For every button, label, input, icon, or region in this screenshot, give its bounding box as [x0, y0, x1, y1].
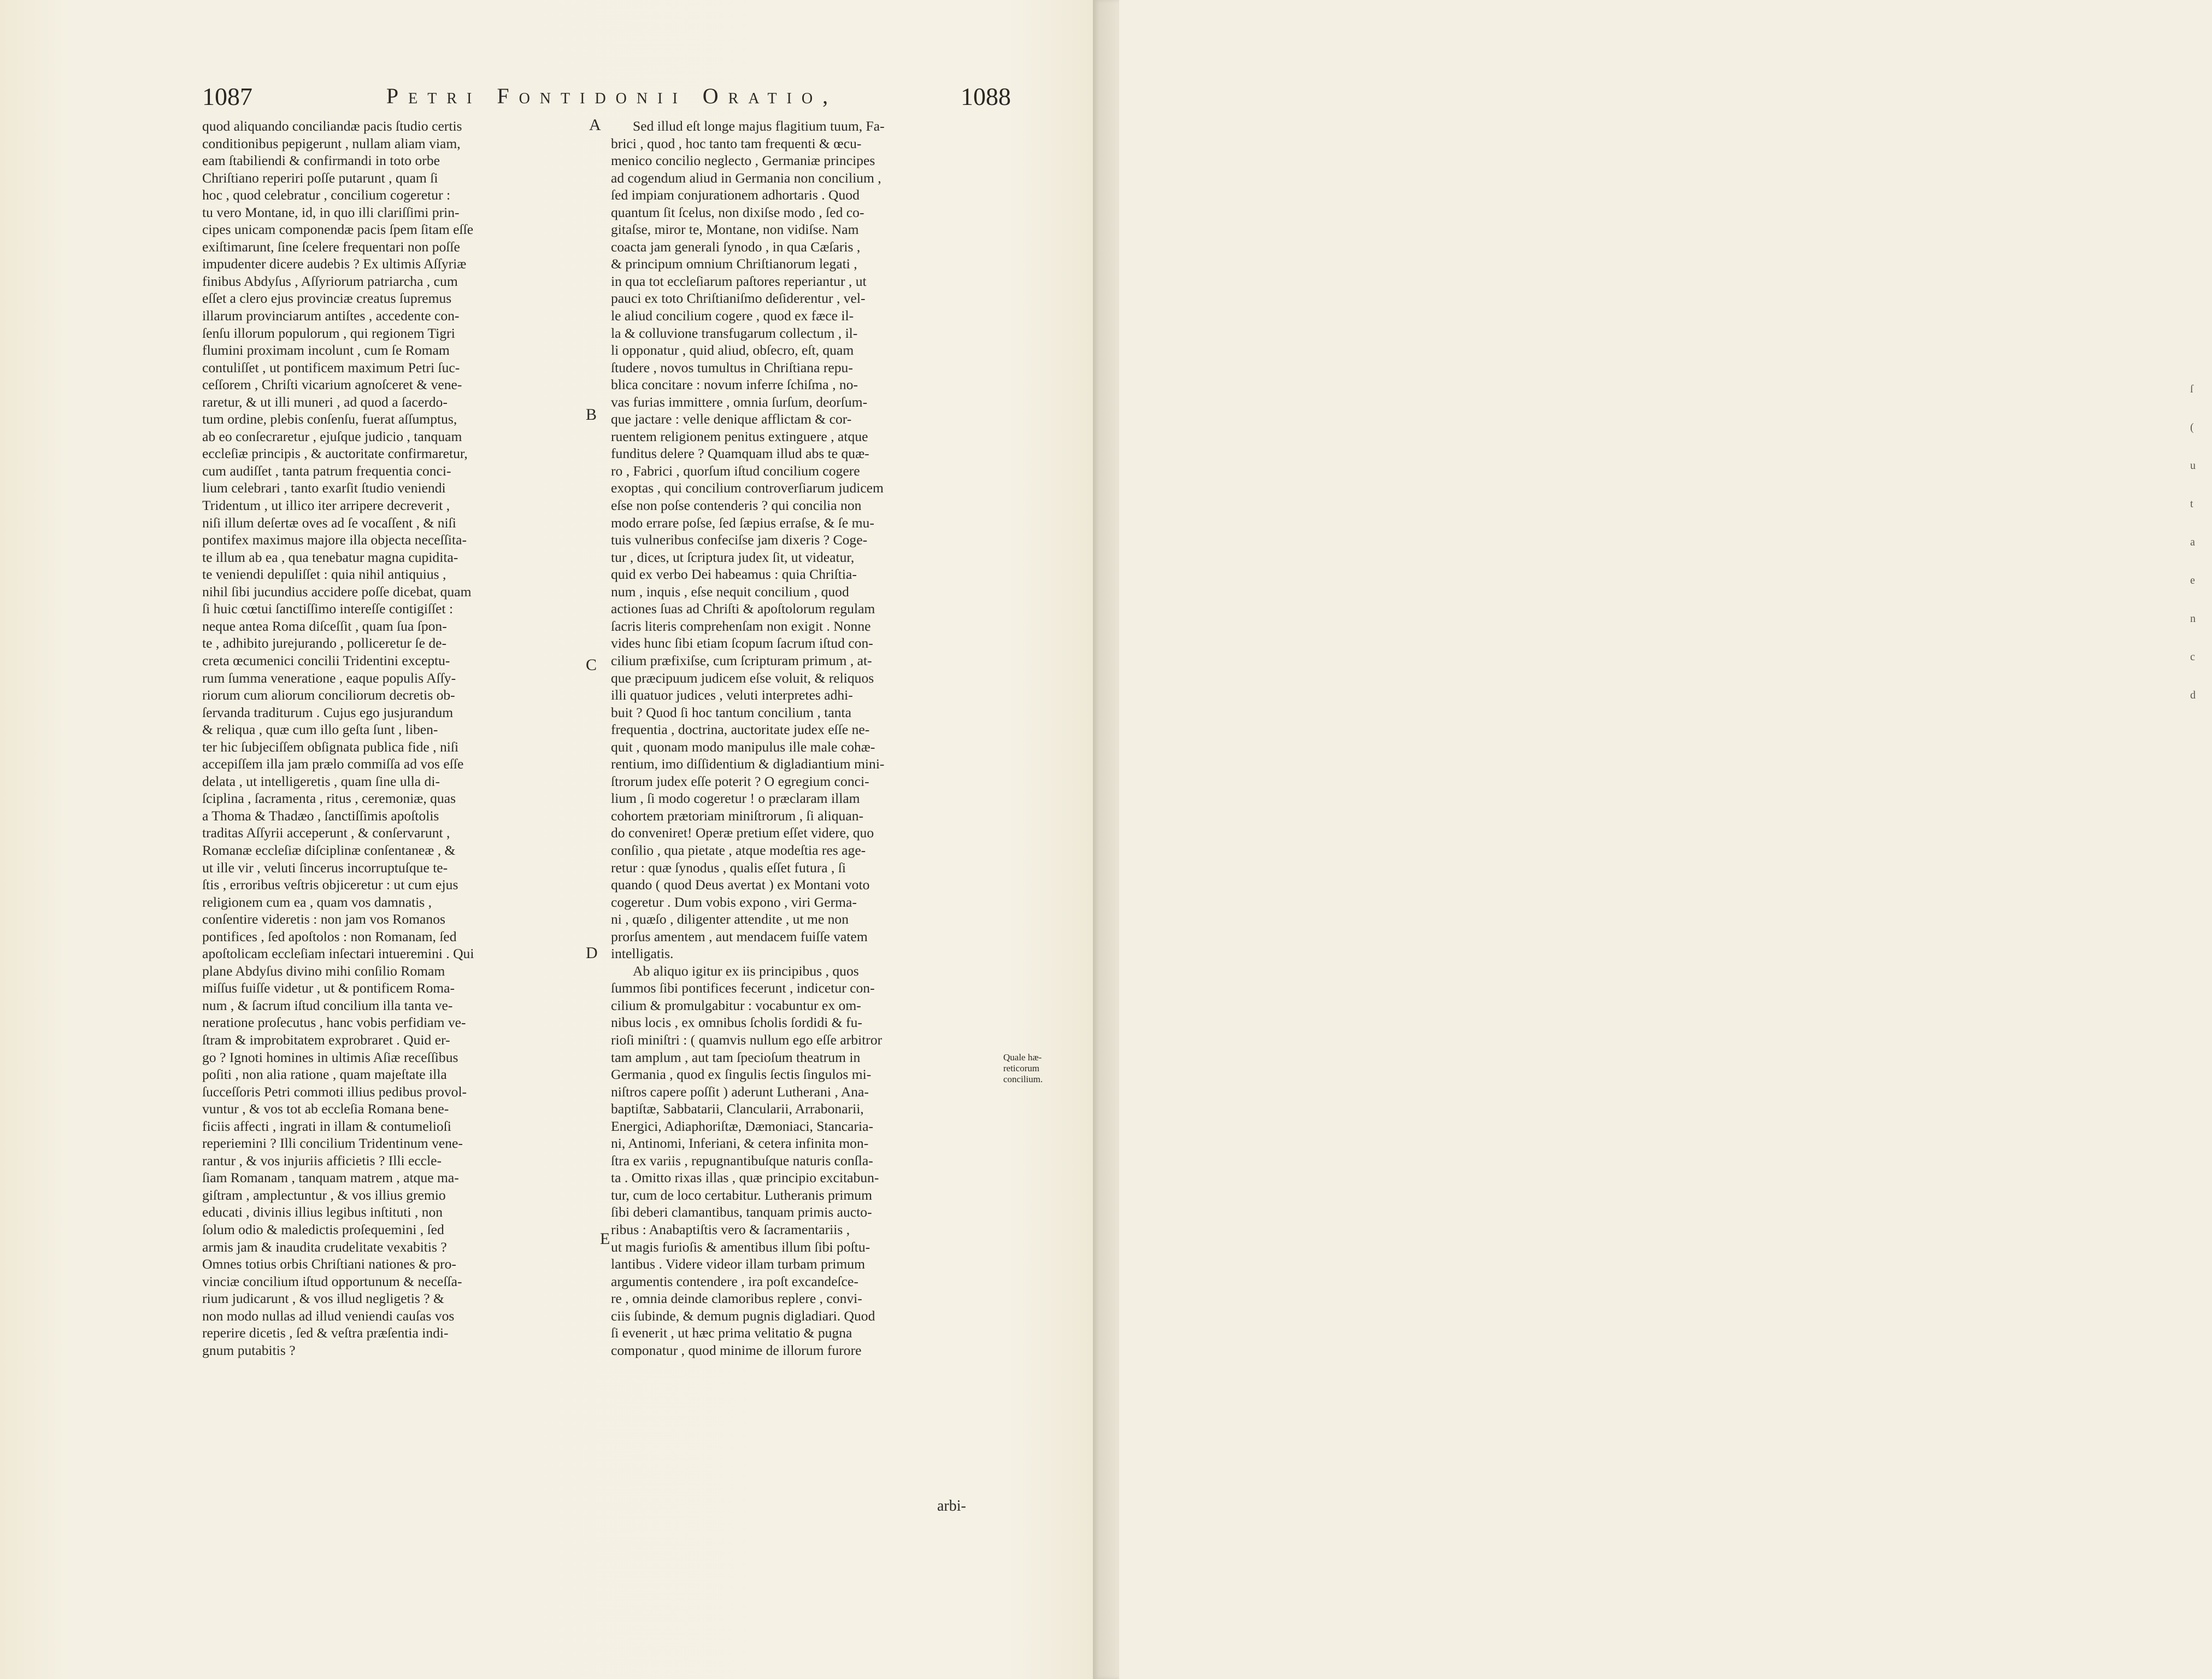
- margin-letter-c: C: [586, 656, 597, 674]
- text-line: que præcipuum judicem eſse voluit, & reliquos: [611, 670, 874, 686]
- text-line: Sed illud eſt longe majus flagitium tuum, Fa-: [633, 118, 885, 134]
- text-line: ribus : Anabaptiſtis vero & ſacramentariis ,: [611, 1222, 850, 1237]
- text-line: conſentire videretis : non jam vos Romanos: [202, 911, 445, 927]
- text-line: menico concilio neglecto , Germaniæ principes: [611, 152, 875, 169]
- text-line: pauci ex toto Chriſtianiſmo deſiderentur , vel-: [611, 290, 866, 307]
- running-title: Petri Fontidonii Oratio,: [386, 84, 838, 108]
- marginal-note-line: reticorum: [1003, 1063, 1040, 1073]
- text-line: actiones ſuas ad Chriſti & apoſtolorum regulam: [611, 601, 875, 617]
- text-line: modo errare poſse, ſed ſæpius erraſse, & ſe mu-: [611, 514, 874, 531]
- text-line: creta œcumenici concilii Tridentini exceptu-: [202, 652, 450, 668]
- text-line: ni, Antinomi, Inferiani, & cetera infinita mon-: [611, 1135, 869, 1152]
- text-line: rum ſumma veneratione , eaque populis Aſſy-: [202, 670, 456, 686]
- text-line: Ab aliquo igitur ex iis principibus , quos: [633, 962, 859, 979]
- text-line: cipes unicam componendæ pacis ſpem ſitam eſſe: [202, 221, 474, 238]
- text-line: Romanæ eccleſiæ diſciplinæ conſentaneæ , &: [202, 842, 456, 858]
- text-line: num , & ſacrum iſtud concilium illa tanta ve-: [202, 997, 453, 1013]
- text-line: baptiſtæ, Sabbatarii, Clancularii, Arrabonarii,: [611, 1101, 864, 1117]
- text-line: tam amplum , aut tam ſpecioſum theatrum in: [611, 1049, 861, 1065]
- edge-fragment: u: [2190, 460, 2196, 472]
- text-line: blica concitare : novum inferre ſchiſma , no-: [611, 377, 858, 393]
- text-line: vas furias immittere , omnia ſurſum, deorſum-: [611, 394, 868, 410]
- text-line: poſiti , non alia ratione , quam majeſtate illa: [202, 1066, 447, 1083]
- text-line: Energici, Adiaphoriſtæ, Dæmoniaci, Stancaria-: [611, 1118, 874, 1134]
- text-line: vuntur , & vos tot ab eccleſia Romana bene-: [202, 1101, 449, 1117]
- text-line: educati , divinis illius legibus inſtituti , non: [202, 1204, 443, 1220]
- text-line: te veniendi depuliſſet : quia nihil antiquius ,: [202, 566, 446, 583]
- text-line: exiſtimarunt, ſine ſcelere frequentari non poſſe: [202, 238, 460, 255]
- text-line: ſtram & improbitatem exprobraret . Quid er-: [202, 1031, 450, 1048]
- text-line: quit , quonam modo manipulus ille male cohæ-: [611, 738, 875, 755]
- text-line: reperiemini ? Illi concilium Tridentinum vene-: [202, 1135, 463, 1152]
- text-line: argumentis contendere , ira poſt excandeſce-: [611, 1273, 858, 1289]
- text-line: impudenter dicere audebis ? Ex ultimis Aſſyriæ: [202, 256, 467, 272]
- text-line: retur : quæ ſynodus , qualis eſſet futura , ſi: [611, 859, 846, 876]
- text-line: non modo nullas ad illud veniendi cauſas vos: [202, 1307, 455, 1324]
- marginal-note: [1003, 1052, 1069, 1085]
- text-line: cilium & promulgabitur : vocabuntur ex om-: [611, 997, 861, 1013]
- text-line: quantum ſit ſcelus, non dixiſse modo , ſed co-: [611, 204, 864, 220]
- text-line: ſtra ex variis , repugnantibuſque naturis conſla-: [611, 1152, 873, 1169]
- text-line: ni , quæſo , diligenter attendite , ut me non: [611, 911, 849, 927]
- text-line: do conveniret! Operæ pretium eſſet videre, quo: [611, 825, 874, 841]
- text-line: tu vero Montane, id, in quo illi clariſſimi prin-: [202, 204, 460, 220]
- text-line: neratione proſecutus , hanc vobis perfidiam ve-: [202, 1014, 466, 1031]
- margin-letter-e: E: [600, 1230, 610, 1248]
- right-text-column: [611, 118, 1010, 1359]
- text-line: rioſi miniſtri : ( quamvis nullum ego eſſe arbitror: [611, 1031, 883, 1048]
- text-line: riorum cum aliorum conciliorum decretis ob-: [202, 687, 455, 703]
- text-line: num , inquis , eſse nequit concilium , quod: [611, 583, 849, 600]
- text-line: ſciplina , ſacramenta , ritus , ceremoniæ, quas: [202, 790, 456, 807]
- margin-letter-d: D: [586, 944, 598, 962]
- edge-fragment: d: [2190, 689, 2196, 701]
- text-line: brici , quod , hoc tanto tam frequenti & œcu-: [611, 135, 862, 151]
- margin-letter-b: B: [586, 406, 597, 424]
- text-line: gnum putabitis ?: [202, 1342, 296, 1358]
- running-header: [202, 82, 1011, 115]
- text-line: rentium, imo diſſidentium & digladiantium mini-: [611, 756, 885, 772]
- text-line: eam ſtabiliendi & confirmandi in toto orbe: [202, 152, 440, 169]
- text-line: ta . Omitto rixas illas , quæ principio excitabun-: [611, 1170, 879, 1186]
- text-line: niſtros capere poſſit ) aderunt Lutherani , Ana-: [611, 1083, 869, 1100]
- text-line: ſacris literis comprehenſam non exigit . Nonne: [611, 618, 871, 634]
- text-line: ter hic ſubjeciſſem obſignata publica fide , niſi: [202, 738, 459, 755]
- text-line: reperire dicetis , ſed & veſtra præſentia indi-: [202, 1325, 449, 1341]
- marginal-note-line: Quale hæ-: [1003, 1052, 1042, 1062]
- text-line: in qua tot eccleſiarum paſtores reperiantur , ut: [611, 273, 867, 289]
- text-line: contuliſſet , ut pontificem maximum Petri ſuc-: [202, 359, 460, 375]
- text-line: ad cogendum aliud in Germania non concilium ,: [611, 169, 881, 186]
- edge-fragment: n: [2190, 613, 2196, 625]
- edge-fragments: [2190, 383, 2212, 727]
- text-line: ab eo conſecraretur , ejuſque judicio , tanquam: [202, 428, 462, 444]
- text-line: nibus locis , ex omnibus ſcholis ſordidi & fu-: [611, 1014, 862, 1031]
- text-line: Germania , quod ex ſingulis ſectis ſingulos mi-: [611, 1066, 872, 1083]
- text-line: rium judicarunt , & vos illud negligetis ? &: [202, 1290, 444, 1307]
- text-line: coacta jam generali ſynodo , in qua Cæſaris ,: [611, 238, 861, 255]
- text-line: re , omnia deinde clamoribus replere , convi-: [611, 1290, 862, 1307]
- text-line: delata , ut intelligeretis , quam ſine ulla di-: [202, 773, 440, 789]
- text-line: cogeretur . Dum vobis expono , viri Germa-: [611, 894, 857, 910]
- text-line: conditionibus pepigerunt , nullam aliam viam,: [202, 135, 461, 151]
- edge-fragment: e: [2190, 574, 2195, 586]
- text-line: ſibi deberi clamantibus, tanquam primis aucto-: [611, 1204, 872, 1220]
- text-line: quando ( quod Deus avertat ) ex Montani voto: [611, 877, 870, 893]
- text-line: vides hunc ſibi etiam ſcopum ſacrum iſtud con-: [611, 635, 873, 651]
- text-line: ſi evenerit , ut hæc prima velitatio & pugna: [611, 1325, 852, 1341]
- text-line: illarum provinciarum antiſtes , accedente con-: [202, 308, 460, 324]
- text-line: lium , ſi modo cogeretur ! o præclaram illam: [611, 790, 860, 807]
- edge-fragment: a: [2190, 536, 2195, 548]
- text-line: te illum ab ea , qua tenebatur magna cupidita-: [202, 549, 458, 565]
- text-line: & reliqua , quæ cum illo geſta ſunt , liben-: [202, 721, 438, 738]
- text-line: ro , Fabrici , quorſum iſtud concilium cogere: [611, 462, 860, 479]
- text-line: illi quatuor judices , veluti interpretes adhi-: [611, 687, 853, 703]
- text-line: apoſtolicam eccleſiam inſectari intueremini . Qui: [202, 946, 474, 962]
- text-line: lantibus . Videre videor illam turbam primum: [611, 1256, 865, 1272]
- text-line: exoptas , qui concilium controverſiarum judicem: [611, 480, 884, 496]
- text-line: ut magis furioſis & amentibus illum ſibi poſtu-: [611, 1238, 870, 1255]
- text-line: quid ex verbo Dei habeamus : quia Chriſtia-: [611, 566, 857, 583]
- text-line: ſolum odio & maledictis proſequemini , ſed: [202, 1222, 444, 1237]
- text-line: que jactare : velle denique afflictam & cor-: [611, 411, 852, 427]
- text-line: frequentia , doctrina, auctoritate judex eſſe ne-: [611, 721, 870, 738]
- text-line: intelligatis.: [611, 946, 674, 962]
- text-line: pontifex maximus majore illa objecta neceſſita-: [202, 532, 467, 548]
- text-line: eccleſiæ principis , & auctoritate confirmaretur,: [202, 445, 468, 462]
- text-line: plane Abdyſus divino mihi conſilio Romam: [202, 962, 445, 979]
- text-line: quod aliquando conciliandæ pacis ſtudio certis: [202, 118, 462, 134]
- text-line: funditus delere ? Quamquam illud abs te quæ-: [611, 445, 869, 462]
- page-number-left: 1087: [202, 83, 252, 110]
- adjacent-page-edge: [1093, 0, 2196, 1679]
- left-text-column: [202, 118, 579, 1359]
- text-line: ut ille vir , veluti ſincerus incorruptuſque te-: [202, 859, 448, 876]
- text-line: tur , dices, ut ſcriptura judex ſit, ut videatur,: [611, 549, 855, 565]
- text-line: eſse non poſse contenderis ? qui concilia non: [611, 497, 862, 514]
- text-line: ruentem religionem penitus extinguere , atque: [611, 428, 868, 444]
- edge-fragment: c: [2190, 651, 2195, 663]
- text-line: eſſet a clero ejus provinciæ creatus ſupremus: [202, 290, 452, 307]
- text-line: giſtram , amplectuntur , & vos illius gremio: [202, 1187, 446, 1203]
- text-line: rantur , & vos injuriis afficietis ? Illi eccle-: [202, 1152, 442, 1169]
- edge-fragment: (: [2190, 421, 2194, 433]
- text-line: ſervanda traditurum . Cujus ego jusjurandum: [202, 704, 454, 720]
- text-line: te , adhibito jurejurando , polliceretur ſe de-: [202, 635, 447, 651]
- text-line: hoc , quod celebratur , concilium cogeretur :: [202, 187, 451, 203]
- text-line: miſſus fuiſſe videtur , ut & pontificem Roma-: [202, 980, 455, 996]
- edge-fragment: ſ: [2190, 383, 2193, 395]
- text-line: accepiſſem illa jam prælo commiſſa ad vos eſſe: [202, 756, 464, 772]
- text-line: ſtrorum judex eſſe poterit ? O egregium conci-: [611, 773, 869, 789]
- text-line: finibus Abdyſus , Aſſyriorum patriarcha , cum: [202, 273, 458, 289]
- catchword: arbi-: [937, 1498, 966, 1514]
- text-line: ſenſu illorum populorum , qui regionem Tigri: [202, 325, 455, 341]
- text-line: tur, cum de loco certabitur. Lutheranis primum: [611, 1187, 873, 1203]
- text-line: ſtis , erroribus veſtris objiceretur : ut cum ejus: [202, 877, 458, 893]
- text-line: Chriſtiano reperiri poſſe putarunt , quam ſi: [202, 169, 438, 186]
- text-line: cilium præfixiſse, cum ſcripturam primum , at-: [611, 652, 872, 668]
- text-line: prorſus amentem , aut mendacem fuiſſe vatem: [611, 928, 868, 944]
- text-line: cum audiſſet , tanta patrum frequentia conci-: [202, 462, 451, 479]
- text-line: go ? Ignoti homines in ultimis Aſiæ receſſibus: [202, 1049, 458, 1065]
- text-line: ſiam Romanam , tanquam matrem , atque ma-: [202, 1170, 459, 1186]
- text-line: religionem cum ea , quam vos damnatis ,: [202, 894, 432, 910]
- text-line: buit ? Quod ſi hoc tantum concilium , tanta: [611, 704, 851, 720]
- text-line: ſi huic cœtui ſanctiſſimo intereſſe contigiſſet :: [202, 601, 454, 617]
- margin-letter-a: A: [589, 116, 601, 134]
- text-line: li opponatur , quid aliud, obſecro, eſt, quam: [611, 342, 854, 359]
- text-line: raretur, & ut illi muneri , ad quod a ſacerdo-: [202, 394, 448, 410]
- text-line: cohortem prætoriam miniſtrorum , ſi aliquan-: [611, 807, 864, 824]
- text-line: Tridentum , ut illico iter arripere decreverit ,: [202, 497, 450, 514]
- text-line: Omnes totius orbis Chriſtiani nationes & pro-: [202, 1256, 456, 1272]
- text-line: flumini proximam incolunt , cum ſe Romam: [202, 342, 450, 359]
- text-line: ſucceſſoris Petri commoti illius pedibus provol-: [202, 1083, 467, 1100]
- text-line: tum ordine, plebis conſenſu, fuerat aſſumptus,: [202, 411, 457, 427]
- text-line: tuis vulneribus confeciſse jam dixeris ? Coge-: [611, 532, 868, 548]
- text-line: ceſſorem , Chriſti vicarium agnoſceret & vene-: [202, 377, 462, 393]
- text-line: ficiis affecti , ingrati in illam & contumelioſi: [202, 1118, 451, 1134]
- text-line: traditas Aſſyrii acceperunt , & conſervarunt ,: [202, 825, 450, 841]
- text-line: lium celebrari , tanto exarſit ſtudio veniendi: [202, 480, 446, 496]
- text-line: nihil ſibi jucundius accidere poſſe dicebat, quam: [202, 583, 472, 600]
- text-line: vinciæ concilium iſtud opportunum & neceſſa-: [202, 1273, 462, 1289]
- text-line: ſtudere , novos tumultus in Chriſtiana repu-: [611, 359, 853, 375]
- text-line: ſummos ſibi pontifices fecerunt , indicetur con-: [611, 980, 875, 996]
- text-line: neque antea Roma diſceſſit , quam ſua ſpon-: [202, 618, 447, 634]
- text-line: la & colluvione transfugarum collectum , il-: [611, 325, 858, 341]
- text-line: & principum omnium Chriſtianorum legati ,: [611, 256, 857, 272]
- text-line: le aliud concilium cogere , quod ex fæce il-: [611, 308, 854, 324]
- text-line: ciis ſubinde, & demum pugnis digladiari. Quod: [611, 1307, 875, 1324]
- text-line: componatur , quod minime de illorum furore: [611, 1342, 862, 1358]
- text-line: gitaſse, miror te, Montane, non vidiſse. Nam: [611, 221, 859, 238]
- page-number-right: 1088: [961, 83, 1011, 110]
- edge-fragment: t: [2190, 498, 2193, 510]
- text-line: niſi illum deſertæ oves ad ſe vocaſſent , & niſi: [202, 514, 456, 531]
- text-line: ſed impiam conjurationem adhortaris . Quod: [611, 187, 860, 203]
- text-line: conſilio , qua pietate , atque modeſtia res age-: [611, 842, 866, 858]
- text-line: a Thoma & Thadæo , ſanctiſſimis apoſtolis: [202, 807, 439, 824]
- text-line: pontifices , ſed apoſtolos : non Romanam, ſed: [202, 928, 457, 944]
- marginal-note-line: concilium.: [1003, 1074, 1043, 1084]
- text-line: armis jam & inaudita crudelitate vexabitis ?: [202, 1238, 447, 1255]
